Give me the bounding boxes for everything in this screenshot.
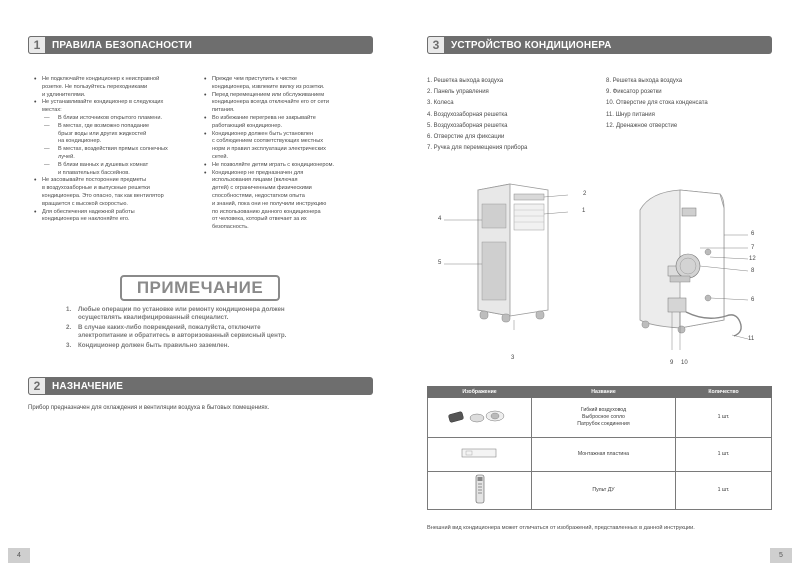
callout-6: 6 — [751, 231, 755, 237]
safety-rule-line: • Во избежание перегрева не закрывайте — [204, 115, 384, 122]
safety-rule-line: • Для обеспечения надежной работы — [34, 209, 199, 216]
footnote: Внешний вид кондиционера может отличаться от изображений, представленных в данной инструкции. — [427, 525, 695, 531]
header-name: Название — [532, 387, 676, 398]
name-cell — [532, 438, 676, 472]
safety-rule-line: норм и правил эксплуатации электрических — [212, 146, 326, 153]
table-row — [428, 472, 772, 510]
safety-rule-line: брызг воды или других жидкостей — [58, 130, 147, 137]
hose-and-nozzle-icon — [445, 405, 515, 427]
callout-3: 3 — [511, 355, 515, 361]
mounting-plate-icon — [460, 446, 500, 460]
part-item: 1. Решетка выхода воздуха — [427, 78, 504, 84]
section-title: УСТРОЙСТВО КОНДИЦИОНЕРА — [451, 39, 612, 51]
safety-rule-line: • Не устанавливайте кондиционер в следующих — [34, 99, 199, 106]
table-header-row — [428, 387, 772, 398]
note-item-line: В случае каких-либо повреждений, пожалуйста, отключите — [78, 324, 261, 331]
parts-list-column-2 — [606, 76, 708, 132]
callout-5: 5 — [438, 260, 442, 266]
callout-4: 4 — [438, 216, 442, 222]
section-title: НАЗНАЧЕНИЕ — [52, 380, 124, 392]
section-header-safety — [28, 36, 373, 54]
air-conditioner-back-illustration — [620, 180, 770, 350]
note-title: ПРИМЕЧАНИЕ — [136, 278, 264, 297]
table-row — [428, 438, 772, 472]
section-number: 3 — [427, 36, 445, 54]
note-item — [66, 324, 286, 340]
safety-rule-line: с соблюдением соответствующих местных — [212, 138, 324, 145]
header-quantity: Количество — [676, 387, 772, 398]
safety-rule-line: детей) с ограниченными физическими — [212, 185, 312, 192]
note-item-line: Любые операции по установке или ремонту кондиционера должен — [78, 306, 285, 313]
right-page — [400, 0, 800, 568]
name-cell — [532, 398, 676, 438]
part-item: 10. Отверстие для стока конденсата — [606, 100, 708, 107]
callout-2: 2 — [583, 191, 587, 197]
safety-rule-line: от человека, который отвечает за их — [212, 216, 307, 223]
note-item-line: Кондиционер должен быть правильно заземлен. — [78, 342, 230, 349]
safety-rule-line: • Не позволяйте детям играть с кондиционером. — [204, 162, 384, 169]
safety-rule-line: • Кондиционер не предназначен для — [204, 170, 384, 177]
safety-rule-line: и знаний, пока они не получили инструкцию — [212, 200, 327, 207]
item-name-line: Монтажная пластина — [577, 451, 630, 457]
callout-1: 1 — [582, 208, 586, 214]
callout-7: 7 — [751, 245, 755, 251]
quantity-cell: 1 шт. — [676, 438, 772, 472]
safety-rule-line: способностями, недостатком опыта — [212, 192, 305, 199]
part-item: 12. Дренажное отверстие — [606, 122, 678, 129]
part-item: 3. Колеса — [427, 100, 454, 107]
safety-rule-line: кондиционера. Это опасно, так как вентилятор — [42, 192, 164, 199]
image-cell — [428, 472, 532, 510]
page-number: 5 — [770, 548, 792, 563]
section-title: ПРАВИЛА БЕЗОПАСНОСТИ — [52, 39, 193, 51]
callout-6b: 6 — [751, 297, 755, 303]
safety-rule-line: • Не засовывайте посторонние предметы — [34, 177, 199, 184]
name-cell — [532, 472, 676, 510]
page-number: 4 — [8, 548, 30, 563]
item-name-line: Выбросное сопло — [582, 414, 625, 420]
section-header-purpose — [28, 377, 373, 395]
safety-rule-line: использования лицами (включая — [212, 177, 298, 184]
safety-rule-line: лучей. — [58, 153, 75, 160]
parts-list-column-1 — [427, 76, 527, 154]
safety-rule-line: на кондиционер. — [58, 138, 102, 145]
remote-control-icon — [473, 474, 487, 504]
safety-rule-line: — В близи источников открытого пламени. — [34, 115, 199, 122]
item-name-line: Гибкий воздуховод — [580, 407, 627, 413]
part-item: 2. Панель управления — [427, 89, 489, 96]
accessories-table — [427, 386, 772, 510]
safety-rules-column-2 — [204, 76, 384, 232]
safety-rule-line: — В близи ванных и душевых комнат — [34, 162, 199, 169]
header-image: Изображение — [428, 387, 532, 398]
safety-rule-line: • Не подключайте кондиционер к неисправной — [34, 76, 199, 83]
safety-rule-line: кондиционера всегда отключайте его от сети — [212, 99, 329, 106]
safety-rule-line: безопасность. — [212, 224, 249, 231]
safety-rule-line: • Прежде чем приступить к чистке — [204, 76, 384, 83]
safety-rule-line: • Кондиционер должен быть установлен — [204, 131, 384, 138]
table-row — [428, 398, 772, 438]
note-item-number: 3. — [66, 342, 72, 349]
part-item: 6. Отверстие для фиксации — [427, 134, 505, 141]
section-header-device — [427, 36, 772, 54]
safety-rule-line: работающий кондиционер. — [212, 122, 283, 129]
safety-rule-line: и плавательных бассейнов. — [58, 169, 130, 176]
note-list — [66, 306, 286, 352]
part-item: 7. Ручка для перемещения прибора — [427, 145, 528, 152]
note-box — [120, 275, 280, 301]
quantity-cell: 1 шт. — [676, 398, 772, 438]
callout-10: 10 — [681, 360, 688, 366]
part-item: 4. Воздухозаборная решетка — [427, 111, 508, 118]
safety-rule-line: питания. — [212, 107, 235, 114]
note-item-line: электропитание и обратитесь в авторизованный сервисный центр. — [78, 332, 287, 340]
safety-rule-line: • Перед перемещением или обслуживанием — [204, 92, 384, 99]
callout-11: 11 — [748, 336, 755, 342]
safety-rule-line: — В местах, где возможно попадание — [34, 123, 199, 130]
safety-rule-line: местах: — [42, 107, 62, 114]
note-item-line: осуществлять квалифицированный специалист. — [78, 314, 229, 322]
safety-rule-line: розетке. Не пользуйтесь переходниками — [42, 83, 148, 90]
image-cell — [428, 438, 532, 472]
item-name-line: Пульт ДУ — [592, 487, 615, 493]
safety-rule-line: — В местах, воздействия прямых солнечных — [34, 146, 199, 153]
safety-rule-line: вращается с высокой скоростью. — [42, 200, 128, 207]
safety-rule-line: кондиционера, извлеките вилку из розетки. — [212, 83, 325, 90]
section-number: 1 — [28, 36, 46, 54]
safety-rule-line: и удлинителями. — [42, 91, 86, 98]
safety-rule-line: по использованию данного кондиционера — [212, 208, 321, 215]
note-item — [66, 306, 286, 322]
callout-12: 12 — [749, 256, 756, 262]
note-item-number: 2. — [66, 324, 72, 331]
item-name-line: Патрубок соединения — [577, 421, 630, 427]
callout-9: 9 — [670, 360, 674, 366]
part-item: 5. Воздухозаборная решетка — [427, 122, 508, 129]
note-item — [66, 342, 286, 350]
air-conditioner-front-illustration — [440, 180, 570, 330]
safety-rules-column-1 — [34, 76, 199, 224]
image-cell — [428, 398, 532, 438]
part-item: 8. Решетка выхода воздуха — [606, 78, 683, 84]
safety-rule-line: в воздухозаборные и выпускные решетки — [42, 185, 150, 192]
part-item: 11. Шнур питания — [606, 111, 655, 118]
callout-8: 8 — [751, 268, 755, 274]
purpose-text: Прибор предназначен для охлаждения и вентиляции воздуха в бытовых помещениях. — [28, 405, 270, 411]
section-number: 2 — [28, 377, 46, 395]
safety-rule-line: кондиционера не наклоняйте его. — [42, 216, 130, 223]
safety-rule-line: сетей. — [212, 153, 229, 160]
quantity-cell: 1 шт. — [676, 472, 772, 510]
note-item-number: 1. — [66, 306, 72, 313]
part-item: 9. Фиксатор розетки — [606, 89, 662, 96]
